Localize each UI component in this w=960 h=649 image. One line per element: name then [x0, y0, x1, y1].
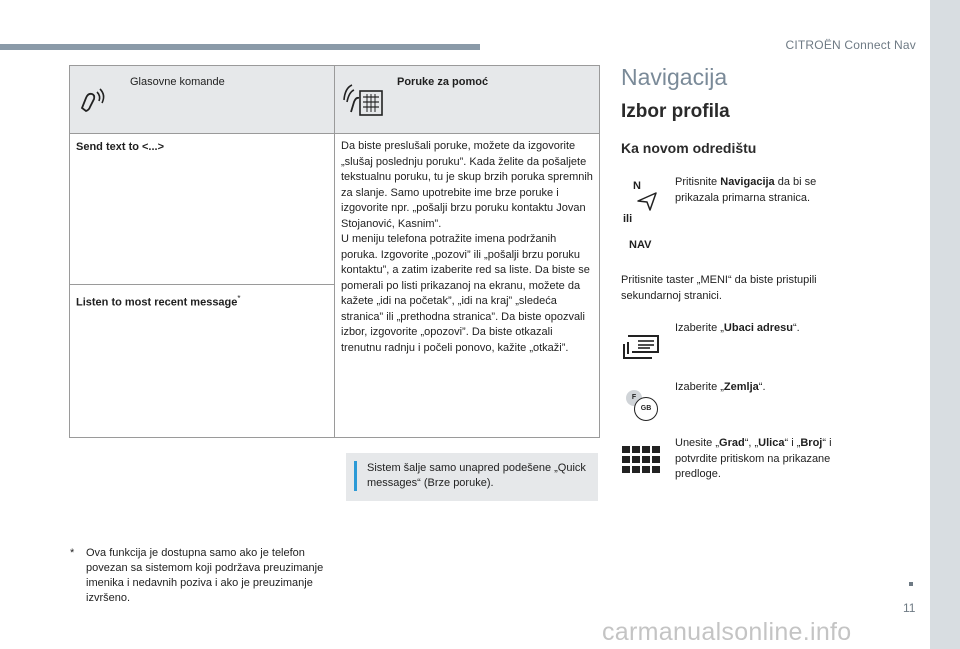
- section-heading: Ka novom odredištu: [621, 140, 757, 156]
- command-listen-recent: Listen to most recent message*: [70, 285, 335, 438]
- keyboard-grid-icon: [622, 446, 662, 476]
- voice-message-keyboard-icon: [343, 82, 389, 118]
- page-number: 11: [903, 601, 916, 615]
- info-icon: [354, 461, 357, 491]
- voice-commands-table: [69, 65, 600, 438]
- info-note-text: Sistem šalje samo unapred podešene „Quick messages“ (Brze poruke).: [367, 462, 586, 489]
- or-label: ili: [623, 213, 633, 225]
- command-description: [335, 134, 600, 438]
- top-bar: [0, 44, 480, 50]
- step-navigation: Pritisnite Navigacija da bi se prikazala primarna stranica.: [675, 176, 817, 204]
- page-dot: [909, 582, 913, 586]
- nav-n-label: N: [633, 180, 641, 192]
- step-address-fields: Unesite „Grad“, „Ulica“ i „Broj“ i potvrdite pritiskom na prikazane predloge.: [675, 437, 832, 480]
- watermark: carmanualsonline.info: [602, 618, 852, 646]
- footnote-text: Ova funkcija je dostupna samo ako je telefon povezan sa sistemom koji podržava preuzimanje imenika i nedavnih poziva i ako je preuzimanje izvršeno.: [86, 547, 324, 604]
- info-note: [346, 453, 598, 501]
- step-menu: Pritisnite taster „MENI“ da biste pristupili sekundarnoj stranici.: [621, 274, 817, 302]
- section-subtitle: Izbor profila: [621, 101, 730, 122]
- command-send-text: Send text to <...>: [70, 134, 335, 285]
- voice-command-icon: [78, 86, 108, 116]
- country-flag-icon: [626, 390, 662, 418]
- navigation-arrow-icon: [636, 190, 658, 212]
- description-paragraph-1: Da biste preslušali poruke, možete da izgovorite „slušaj poslednju poruku”. Kada želite da pošaljete tekstualnu poruku, tu je skup brzih poruka spremnih za slanje. Samo upotrebite ime brze poruke i izgovorite npr. „pošalji brzu poruku kontaktu Jovan Stojanović, Kasnim”.: [341, 140, 593, 230]
- nav-button-label: NAV: [629, 239, 652, 251]
- flag-gb-circle: GB: [634, 397, 658, 421]
- footnote-star: *: [70, 547, 75, 559]
- description-paragraph-2: U meniju telefona potražite imena podržanih poruka. Izgovorite „pozovi” ili „pošalji brzu poruku kontaktu”, a zatim izaberite red sa liste. Da biste se pomerali po listi prikazanoj na ekranu, možete da kažete „idi na početak”, „idi na kraj” „sledeća stranica” ili „prethodna stranica”. Da biste opozvali izbor, izgovorite „opozovi”. Da biste otkazali trenutnu radnju i počeli ponovo, kažite „otkaži”.: [341, 233, 590, 354]
- brand-title: CITROËN Connect Nav: [785, 38, 916, 52]
- step-country: Izaberite „Zemlja“.: [675, 381, 766, 393]
- table-header-left: [70, 66, 335, 134]
- footnote-mark: *: [237, 294, 241, 303]
- step-insert-address: Izaberite „Ubaci adresu“.: [675, 322, 800, 334]
- table-header-right: [335, 66, 600, 134]
- table-header-help-messages: Poruke za pomoć: [397, 76, 489, 88]
- address-input-icon: [622, 332, 662, 362]
- flag-f-circle: F: [626, 390, 642, 406]
- table-header-voice-commands: Glasovne komande: [130, 76, 225, 88]
- sidebar-strip: [930, 0, 960, 649]
- section-title: Navigacija: [621, 64, 728, 90]
